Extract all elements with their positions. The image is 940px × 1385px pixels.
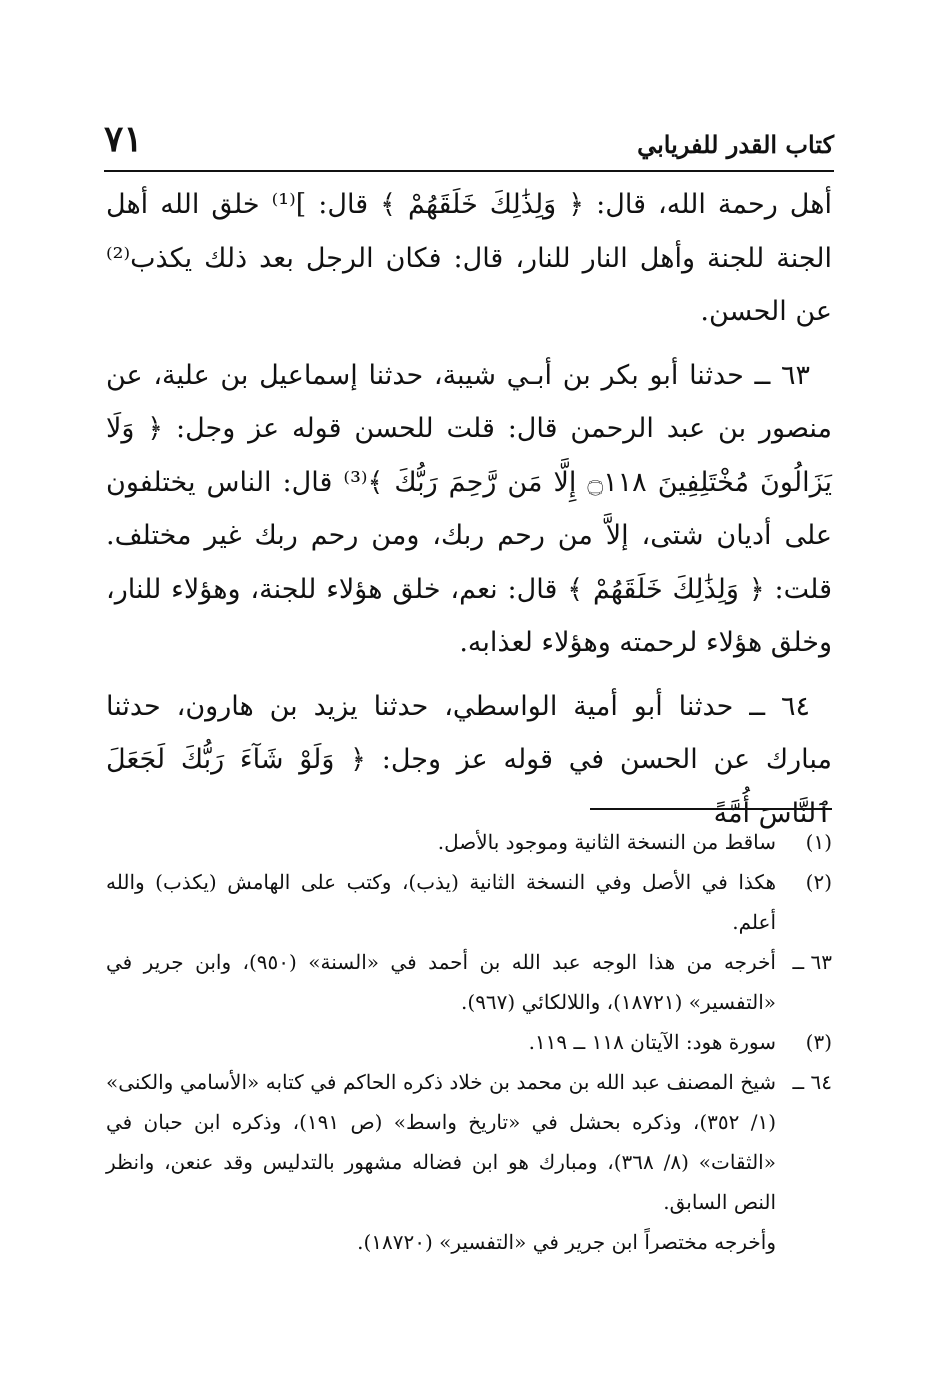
footnote-text: شيخ المصنف عبد الله بن محمد بن خلاد ذكره الحاكم في كتابه «الأسامي والكنى» (١/ ٣٥٢)، وذكره بحشل في «تاريخ واسط» (ص ١٩١)، وذكره ابن حبان في «الثقات» (٨/ ٣٦٨)، ومبارك هو ابن فضاله مشهور بالتدليس وقد عنعن، وانظر النص السابق.: [106, 1070, 776, 1214]
footnote-mark: (٢): [805, 870, 832, 894]
footnote-mark: (٣): [805, 1030, 832, 1054]
footnote-64-continuation: [106, 1222, 832, 1262]
footnote-64: [106, 1062, 832, 1222]
running-title: كتاب القدر للفريابي: [637, 130, 834, 159]
footnote-mark: ٦٤ ــ: [792, 1070, 832, 1094]
paragraph-63: ٦٣ ــ حدثنا أبو بكر بن أبـي شيبة، حدثنا إسماعيل بن علية، عن منصور بن عبد الرحمن قال: قلت للحسن قوله عز وجل: ﴿ وَلَا يَزَالُونَ مُخْتَلِفِينَ ۝١١٨ إِلَّا مَن رَّحِمَ رَبُّكَ ﴾⁽³⁾ قال: الناس يختلفون على أديان شتى، إلاَّ من رحم ربك، ومن رحم ربك غير مختلف. قلت: ﴿ وَلِذَٰلِكَ خَلَقَهُمْ ﴾ قال: نعم، خلق هؤلاء للجنة، وهؤلاء للنار، وخلق هؤلاء لرحمته وهؤلاء لعذابه.: [106, 359, 832, 658]
footnote-mark: (١): [805, 830, 832, 854]
footnote-text: ساقط من النسخة الثانية وموجود بالأصل.: [437, 830, 776, 854]
page-number: ٧١: [104, 118, 143, 160]
footnote-text: هكذا في الأصل وفي النسخة الثانية (يذب)، وكتب على الهامش (يكذب) والله أعلم.: [106, 870, 776, 934]
footnote-3: [106, 1022, 832, 1062]
footnote-2: [106, 862, 832, 942]
footnote-text: سورة هود: الآيتان ١١٨ ــ ١١٩.: [528, 1030, 776, 1054]
footnotes: [106, 822, 832, 1262]
paragraph-64: ٦٤ ــ حدثنا أبو أمية الواسطي، حدثنا يزيد بن هارون، حدثنا مبارك عن الحسن في قوله عز وجل: ﴿ وَلَوْ شَآءَ رَبُّكَ لَجَعَلَ ٱلنَّاسَ أُمَّةً: [106, 690, 832, 829]
footnote-1: [106, 822, 832, 862]
footnote-63: [106, 942, 832, 1022]
footnote-mark: ٦٣ ــ: [792, 950, 832, 974]
header-divider: [104, 170, 834, 172]
paragraph-continuation: أهل رحمة الله، قال: ﴿ وَلِذَٰلِكَ خَلَقَهُمْ ﴾ قال: ]⁽¹⁾ خلق الله أهل الجنة للجنة وأهل النار للنار، قال: فكان الرجل بعد ذلك يكذب⁽²⁾ عن الحسن.: [106, 189, 832, 327]
footnote-divider: [590, 808, 832, 810]
footnote-text: وأخرجه مختصراً ابن جرير في «التفسير» (١٨٧٢٠).: [357, 1230, 776, 1254]
main-text: [106, 178, 832, 850]
page-header: [104, 118, 834, 168]
footnote-text: أخرجه من هذا الوجه عبد الله بن أحمد في «السنة» (٩٥٠)، وابن جرير في «التفسير» (١٨٧٢١)، واللالكائي (٩٦٧).: [106, 950, 776, 1014]
